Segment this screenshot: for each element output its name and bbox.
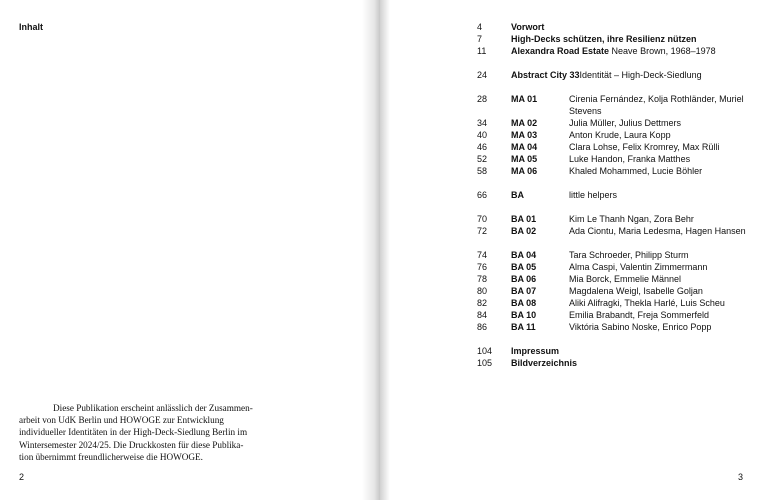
toc-names: Anton Krude, Laura Kopp — [569, 130, 671, 140]
note-line: Diese Publikation erscheint anlässlich der Zusammen- — [53, 403, 253, 413]
toc-title: Impressum — [511, 346, 560, 356]
toc-names: Cirenia Fernández, Kolja Rothländer, Muriel Stevens — [569, 94, 744, 116]
toc-heading: Inhalt — [19, 22, 43, 32]
left-page — [0, 0, 380, 500]
toc-code: MA 01 — [511, 94, 538, 104]
toc-code: BA 10 — [511, 310, 537, 320]
toc-page: 46 — [477, 142, 488, 152]
toc-entry[interactable] — [477, 153, 747, 165]
publication-note — [19, 402, 287, 463]
toc-page: 7 — [477, 34, 483, 44]
toc-code: BA 06 — [511, 274, 537, 284]
toc-page: 72 — [477, 226, 488, 236]
toc-code: MA 06 — [511, 166, 538, 176]
toc-entry[interactable] — [477, 345, 747, 357]
toc-code: MA 03 — [511, 130, 538, 140]
toc-entry[interactable] — [477, 189, 747, 201]
toc-code: BA 04 — [511, 250, 537, 260]
right-page — [380, 0, 762, 500]
toc-names: Mia Borck, Emmelie Männel — [569, 274, 682, 284]
toc-names: Magdalena Weigl, Isabelle Goljan — [569, 286, 703, 296]
toc-entry[interactable] — [477, 165, 747, 177]
page-number-right: 3 — [737, 472, 743, 482]
toc-entry[interactable] — [477, 285, 747, 297]
toc-page: 80 — [477, 286, 488, 296]
note-line: tion übernimmt freundlicherweise die HOWOGE. — [19, 451, 203, 462]
toc-names: Luke Handon, Franka Matthes — [569, 154, 691, 164]
note-line: arbeit von UdK Berlin und HOWOGE zur Entwicklung — [19, 415, 224, 426]
toc-entry[interactable] — [477, 141, 747, 153]
toc-page: 74 — [477, 250, 488, 260]
toc-page: 82 — [477, 298, 488, 308]
note-line: individueller Identitäten in der High-Deck-Siedlung Berlin im — [19, 427, 248, 438]
toc-names: Aliki Alifragki, Thekla Harlé, Luis Scheu — [569, 298, 725, 308]
toc-entry[interactable] — [477, 225, 747, 249]
toc-code: BA 02 — [511, 226, 537, 236]
gutter-shadow-right — [380, 0, 390, 500]
toc-code: MA 02 — [511, 118, 538, 128]
toc-entry[interactable] — [477, 117, 747, 129]
toc-entry[interactable] — [477, 321, 747, 333]
toc-code: BA 08 — [511, 298, 537, 308]
table-of-contents — [477, 21, 747, 369]
toc-page: 66 — [477, 190, 488, 200]
toc-entry[interactable] — [477, 93, 747, 117]
toc-names: Khaled Mohammed, Lucie Böhler — [569, 166, 703, 176]
toc-page: 78 — [477, 274, 488, 284]
toc-code: BA 11 — [511, 322, 536, 332]
toc-names: Julia Müller, Julius Dettmers — [569, 118, 682, 128]
toc-entry[interactable] — [477, 45, 747, 57]
toc-names: Emilia Brabandt, Freja Sommerfeld — [569, 310, 710, 320]
toc-entry[interactable] — [477, 33, 747, 45]
toc-entry[interactable] — [477, 273, 747, 285]
toc-page: 28 — [477, 94, 488, 104]
toc-names: Ada Ciontu, Maria Ledesma, Hagen Hansen — [569, 226, 746, 236]
toc-page: 76 — [477, 262, 488, 272]
toc-code: MA 05 — [511, 154, 538, 164]
toc-page: 104 — [477, 346, 493, 356]
toc-code: BA 05 — [511, 262, 537, 272]
toc-names: little helpers — [569, 190, 618, 200]
toc-entry[interactable] — [477, 249, 747, 261]
toc-entry[interactable] — [477, 213, 747, 225]
toc-title: Bildverzeichnis — [511, 358, 578, 368]
gutter-shadow-left — [362, 0, 380, 500]
toc-title: Abstract City 33 — [511, 70, 580, 80]
toc-names: Clara Lohse, Felix Kromrey, Max Rülli — [569, 142, 720, 152]
toc-page: 34 — [477, 118, 488, 128]
toc-code: BA 07 — [511, 286, 537, 296]
toc-page: 58 — [477, 166, 488, 176]
toc-code: BA — [511, 190, 524, 200]
toc-title: High-Decks schützen, ihre Resilienz nützen — [511, 34, 697, 44]
toc-entry[interactable] — [477, 129, 747, 141]
toc-entry[interactable] — [477, 261, 747, 273]
toc-page: 52 — [477, 154, 488, 164]
toc-page: 4 — [477, 22, 483, 32]
toc-entry[interactable] — [477, 69, 747, 81]
toc-page: 105 — [477, 358, 493, 368]
toc-code: BA 01 — [511, 214, 537, 224]
note-line: Wintersemester 2024/25. Die Druckkosten für diese Publika- — [19, 439, 244, 450]
page-number-left: 2 — [19, 472, 25, 482]
toc-subtitle: Identität – High-Deck-Siedlung — [579, 70, 702, 80]
toc-entry[interactable] — [477, 309, 747, 321]
toc-title: Alexandra Road Estate — [511, 46, 610, 56]
toc-entry[interactable] — [477, 21, 747, 33]
toc-page: 86 — [477, 322, 488, 332]
toc-names: Alma Caspi, Valentin Zimmermann — [569, 262, 708, 272]
toc-page: 24 — [477, 70, 488, 80]
toc-entry[interactable] — [477, 357, 747, 369]
toc-page: 11 — [477, 46, 487, 56]
toc-names: Tara Schroeder, Philipp Sturm — [569, 250, 689, 260]
toc-title: Vorwort — [511, 22, 545, 32]
toc-names: Kim Le Thanh Ngan, Zora Behr — [569, 214, 694, 224]
toc-page: 84 — [477, 310, 488, 320]
toc-page: 70 — [477, 214, 488, 224]
toc-subtitle: Neave Brown, 1968–1978 — [609, 46, 716, 56]
toc-names: Viktória Sabino Noske, Enrico Popp — [569, 322, 712, 332]
toc-page: 40 — [477, 130, 488, 140]
toc-code: MA 04 — [511, 142, 538, 152]
toc-entry[interactable] — [477, 297, 747, 309]
